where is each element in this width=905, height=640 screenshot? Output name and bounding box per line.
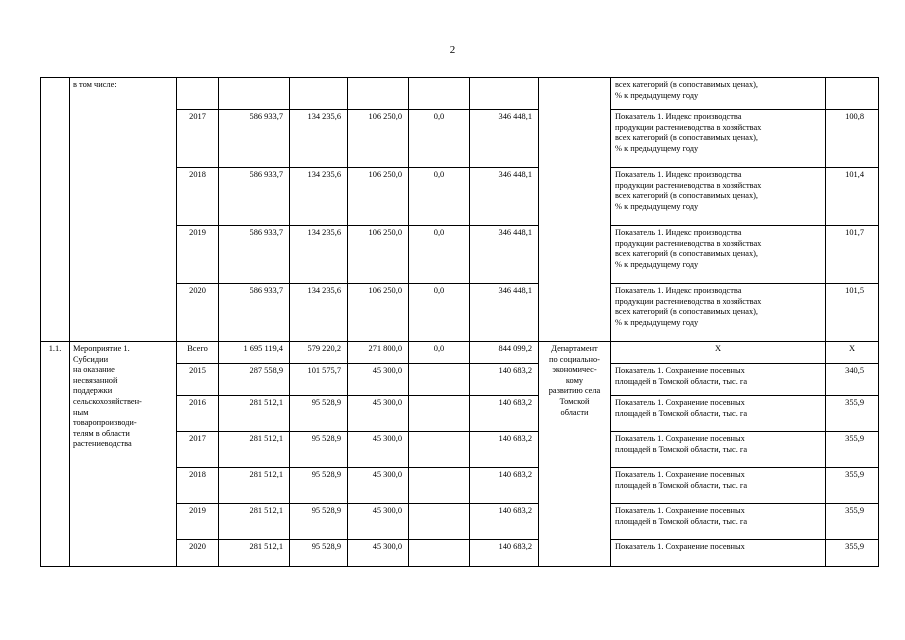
- indicator-cell: Показатель 1. Сохранение посевных площадей в Томской области, тыс. га: [611, 504, 826, 540]
- executor-cell: Департамент по социально- экономичес- кому развитию села Томской области: [539, 342, 611, 567]
- federal-cell: 579 220,2: [290, 342, 348, 364]
- value-cell: Х: [826, 342, 879, 364]
- indicator-cell: Показатель 1. Сохранение посевных площадей в Томской области, тыс. га: [611, 396, 826, 432]
- total-cell: 281 512,1: [219, 396, 290, 432]
- federal-cell: 134 235,6: [290, 226, 348, 284]
- indicator-cell: Показатель 1. Индекс производства продукции растениеводства в хозяйствах всех категорий (в сопоставимых ценах), % к предыдущему году: [611, 110, 826, 168]
- total-cell: 586 933,7: [219, 226, 290, 284]
- number-cell: 1.1.: [41, 342, 70, 567]
- extrabudget-cell: 140 683,2: [470, 364, 539, 396]
- value-cell: 101,7: [826, 226, 879, 284]
- local-cell: 0,0: [409, 168, 470, 226]
- empty-cell: [348, 78, 409, 110]
- federal-cell: 95 528,9: [290, 504, 348, 540]
- row-label-cell: в том числе:: [70, 78, 177, 342]
- total-cell: 586 933,7: [219, 168, 290, 226]
- extrabudget-cell: 140 683,2: [470, 540, 539, 567]
- local-cell: [409, 396, 470, 432]
- regional-cell: 45 300,0: [348, 396, 409, 432]
- regional-cell: 106 250,0: [348, 110, 409, 168]
- total-cell: 281 512,1: [219, 468, 290, 504]
- extrabudget-cell: 140 683,2: [470, 504, 539, 540]
- indicator-cell: Показатель 1. Индекс производства продукции растениеводства в хозяйствах всех категорий (в сопоставимых ценах), % к предыдущему году: [611, 226, 826, 284]
- empty-cell: [290, 78, 348, 110]
- table-row: [41, 342, 879, 364]
- value-cell: 355,9: [826, 432, 879, 468]
- federal-cell: 134 235,6: [290, 284, 348, 342]
- federal-cell: 95 528,9: [290, 468, 348, 504]
- value-cell: [826, 78, 879, 110]
- year-cell: [177, 78, 219, 110]
- regional-cell: 45 300,0: [348, 540, 409, 567]
- total-cell: 287 558,9: [219, 364, 290, 396]
- value-cell: 101,5: [826, 284, 879, 342]
- empty-cell: [470, 78, 539, 110]
- page-number: 2: [449, 44, 456, 56]
- extrabudget-cell: 346 448,1: [470, 226, 539, 284]
- regional-cell: 45 300,0: [348, 504, 409, 540]
- indicator-cell: Показатель 1. Сохранение посевных площадей в Томской области, тыс. га: [611, 432, 826, 468]
- regional-cell: 106 250,0: [348, 284, 409, 342]
- local-cell: 0,0: [409, 226, 470, 284]
- year-cell: Всего: [177, 342, 219, 364]
- indicator-cell: Показатель 1. Сохранение посевных: [611, 540, 826, 567]
- extrabudget-cell: 346 448,1: [470, 168, 539, 226]
- year-cell: 2017: [177, 110, 219, 168]
- executor-cell: [539, 78, 611, 342]
- empty-cell: [219, 78, 290, 110]
- year-cell: 2020: [177, 284, 219, 342]
- extrabudget-cell: 346 448,1: [470, 284, 539, 342]
- total-cell: 586 933,7: [219, 284, 290, 342]
- total-cell: 1 695 119,4: [219, 342, 290, 364]
- year-cell: 2018: [177, 468, 219, 504]
- value-cell: 100,8: [826, 110, 879, 168]
- regional-cell: 106 250,0: [348, 226, 409, 284]
- year-cell: 2020: [177, 540, 219, 567]
- indicator-cell: Показатель 1. Сохранение посевных площадей в Томской области, тыс. га: [611, 364, 826, 396]
- extrabudget-cell: 140 683,2: [470, 396, 539, 432]
- regional-cell: 45 300,0: [348, 468, 409, 504]
- local-cell: 0,0: [409, 342, 470, 364]
- year-cell: 2019: [177, 504, 219, 540]
- local-cell: [409, 432, 470, 468]
- year-cell: 2019: [177, 226, 219, 284]
- indicator-cell: Х: [611, 342, 826, 364]
- value-cell: 340,5: [826, 364, 879, 396]
- value-cell: 355,9: [826, 540, 879, 567]
- indicator-cell: Показатель 1. Индекс производства продукции растениеводства в хозяйствах всех категорий (в сопоставимых ценах), % к предыдущему году: [611, 168, 826, 226]
- federal-cell: 134 235,6: [290, 168, 348, 226]
- local-cell: 0,0: [409, 110, 470, 168]
- indicator-cell: всех категорий (в сопоставимых ценах), % к предыдущему году: [611, 78, 826, 110]
- federal-cell: 95 528,9: [290, 396, 348, 432]
- local-cell: [409, 364, 470, 396]
- local-cell: 0,0: [409, 284, 470, 342]
- total-cell: 281 512,1: [219, 432, 290, 468]
- value-cell: 355,9: [826, 504, 879, 540]
- year-cell: 2015: [177, 364, 219, 396]
- regional-cell: 45 300,0: [348, 364, 409, 396]
- number-cell: [41, 78, 70, 342]
- table-row: [41, 78, 879, 110]
- federal-cell: 101 575,7: [290, 364, 348, 396]
- indicator-cell: Показатель 1. Индекс производства продукции растениеводства в хозяйствах всех категорий (в сопоставимых ценах), % к предыдущему году: [611, 284, 826, 342]
- regional-cell: 106 250,0: [348, 168, 409, 226]
- extrabudget-cell: 140 683,2: [470, 432, 539, 468]
- value-cell: 355,9: [826, 396, 879, 432]
- indicator-cell: Показатель 1. Сохранение посевных площадей в Томской области, тыс. га: [611, 468, 826, 504]
- local-cell: [409, 468, 470, 504]
- local-cell: [409, 504, 470, 540]
- program-table: [40, 77, 879, 567]
- regional-cell: 45 300,0: [348, 432, 409, 468]
- local-cell: [409, 540, 470, 567]
- total-cell: 281 512,1: [219, 504, 290, 540]
- federal-cell: 95 528,9: [290, 432, 348, 468]
- measure-name-cell: Мероприятие 1. Субсидии на оказание несвязанной поддержки сельскохозяйствен- ным товаропроизводи- телям в области растениеводства: [70, 342, 177, 567]
- year-cell: 2016: [177, 396, 219, 432]
- value-cell: 101,4: [826, 168, 879, 226]
- extrabudget-cell: 346 448,1: [470, 110, 539, 168]
- extrabudget-cell: 844 099,2: [470, 342, 539, 364]
- total-cell: 281 512,1: [219, 540, 290, 567]
- total-cell: 586 933,7: [219, 110, 290, 168]
- year-cell: 2017: [177, 432, 219, 468]
- regional-cell: 271 800,0: [348, 342, 409, 364]
- extrabudget-cell: 140 683,2: [470, 468, 539, 504]
- value-cell: 355,9: [826, 468, 879, 504]
- federal-cell: 95 528,9: [290, 540, 348, 567]
- federal-cell: 134 235,6: [290, 110, 348, 168]
- year-cell: 2018: [177, 168, 219, 226]
- empty-cell: [409, 78, 470, 110]
